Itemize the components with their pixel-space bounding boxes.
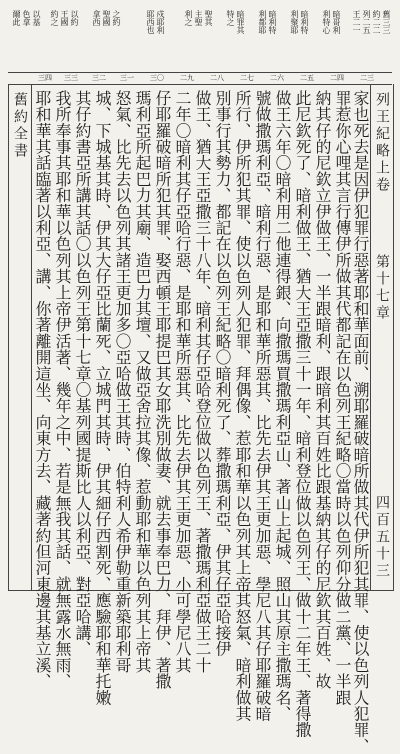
- note-group: [136, 6, 168, 68]
- verse-number: 二九: [180, 74, 194, 82]
- note-group: [92, 6, 124, 68]
- note-line: 舊三三: [382, 10, 391, 34]
- note-line: 聖其: [204, 10, 213, 26]
- note-line: 暗利特: [268, 10, 277, 34]
- note-line: 暗哥利: [332, 10, 341, 34]
- note-line: 約之: [50, 10, 59, 26]
- marginal-notes: [8, 6, 392, 73]
- note-group: [256, 6, 280, 68]
- text-column: 瑪利亞所起巴力其廟、造巴力其壇、又做亞舍拉其像、惹動耶和華以色列其上帝其: [133, 90, 152, 674]
- note-line: 利都耶: [258, 10, 267, 34]
- book-title: 舊約全書: [12, 92, 28, 160]
- note-line: 利聚耶: [290, 10, 299, 34]
- note-group: [12, 6, 44, 68]
- text-column: 所行、伊所犯其罪、使以色列人犯罪、拜偶像、惹耶和華以色列其上帝其怒氣、暗利做其: [233, 90, 252, 722]
- section-title: 列王紀略上卷: [374, 92, 390, 194]
- note-group: [352, 6, 392, 68]
- verse-number: 三一: [120, 74, 134, 82]
- note-line: 聖國: [102, 10, 111, 26]
- note-line: 暗利特: [300, 10, 309, 34]
- text-column: 二年〇暗利其仔亞哈行惡、是耶和華所惡其、比先去伊其王更加惡、小可學尼八其: [173, 90, 192, 674]
- note-group: [320, 6, 344, 68]
- note-line: 王國: [60, 10, 69, 26]
- note-line: 色拿: [22, 10, 31, 26]
- text-column: 做王六年〇暗利用二他連得銀、向撒瑪買撒瑪利亞山、著山上起城、照山其原主撒瑪名、: [273, 90, 292, 722]
- verse-number: 三二: [92, 74, 106, 82]
- text-column: 我所奉事其耶和華以色列其上帝伊活著、幾年之中、若是無我其話、就無露水無雨、: [53, 90, 72, 690]
- text-column: 納其仔的尼欽立伊做王、一半跟暗利、跟暗利其百姓比跟基納其仔的尼欽其百姓、故: [313, 90, 332, 690]
- verse-number: 二五: [300, 74, 314, 82]
- text-column: 怒氣、比先去以色列其諸王更加多〇亞哈做王其時、伯特利人希伊勒重新築耶利哥: [113, 90, 132, 674]
- note-line: 戍耶利: [156, 10, 165, 34]
- page-number: 四百五十三: [374, 495, 390, 580]
- text-column: 做王、猶大王亞撒三十八年、暗利其仔亞哈登位做以色列王、著撒瑪利亞做王二十: [193, 90, 212, 674]
- text-column: 其仔約書亞所講其話〇以色列王第十七章〇基列國提斯比人以利亞、對亞哈講、: [73, 90, 92, 657]
- note-line: 主聖: [194, 10, 203, 26]
- text-column: 別事行其勢力、都記在以色列王紀略〇暗利死了、葬撒瑪利亞、伊其仔亞哈接伊: [213, 90, 232, 657]
- left-running-head: [9, 84, 32, 590]
- text-column: 城、下城基其時、伊其大仔亞比蘭死、立城門其時、伊其細仔西割死、應驗耶和華托嫩: [93, 90, 112, 706]
- note-line: 耶西也: [146, 10, 155, 34]
- text-column: 耶和華其話臨著以利亞、講、你著離開這坐、向東方去、藏著約但河東邊其基立溪、: [33, 90, 52, 690]
- note-line: 暗罪其: [236, 10, 245, 34]
- note-line: 以約: [70, 10, 79, 26]
- note-line: 以基: [32, 10, 41, 26]
- note-line: 爾此: [12, 10, 21, 26]
- note-line: 利特心: [322, 10, 331, 34]
- text-column: 號做撒瑪利亞、暗利行惡、是耶和華所惡其、比先去伊其王更加惡、學尼八其仔耶羅破暗: [253, 90, 272, 722]
- text-column: 罪惹你心哩其言行傳伊所做其代都記在以色列王紀略〇當時以色列仰分做二黨、一半跟: [333, 90, 352, 706]
- note-line: 王二一: [352, 10, 361, 34]
- note-line: 列二五: [362, 10, 371, 34]
- note-line: 特之: [226, 10, 235, 26]
- verse-number: 三〇: [150, 74, 164, 82]
- note-line: 利之: [184, 10, 193, 26]
- right-running-head: [370, 84, 393, 590]
- note-line: 約二二: [372, 10, 381, 34]
- text-column: 家也死去是因伊犯罪行惡著耶和華面前、溯耶羅破暗所做其代伊所犯其罪、使以色列人犯罪、: [351, 90, 370, 754]
- note-group: [224, 6, 248, 68]
- verse-number: 二六: [270, 74, 284, 82]
- note-line: 之約: [112, 10, 121, 26]
- verse-number: 三三: [64, 74, 78, 82]
- scripture-text: [32, 84, 370, 754]
- text-column: 仔耶羅破暗所犯其罪、娶西頓王耶提巴其女耶洗別做妻、就去事奉巴力、拜伊、著撒: [153, 90, 172, 690]
- note-group: [184, 6, 216, 68]
- note-group: [50, 6, 82, 68]
- chapter-label: 第十七章: [374, 254, 390, 322]
- text-frame: [8, 84, 394, 754]
- text-column: 此尼欽死了、暗利做王、猶大王亞撒三十一年、暗利登位做以色列王、做十二年王、著得撒: [293, 90, 312, 738]
- verse-number: 二八: [210, 74, 224, 82]
- note-group: [288, 6, 312, 68]
- verse-number: 二三: [360, 74, 374, 82]
- verse-number: 二四: [330, 74, 344, 82]
- verse-number: 二七: [240, 74, 254, 82]
- verse-number: 三四: [38, 74, 52, 82]
- note-line: 拿西: [92, 10, 101, 26]
